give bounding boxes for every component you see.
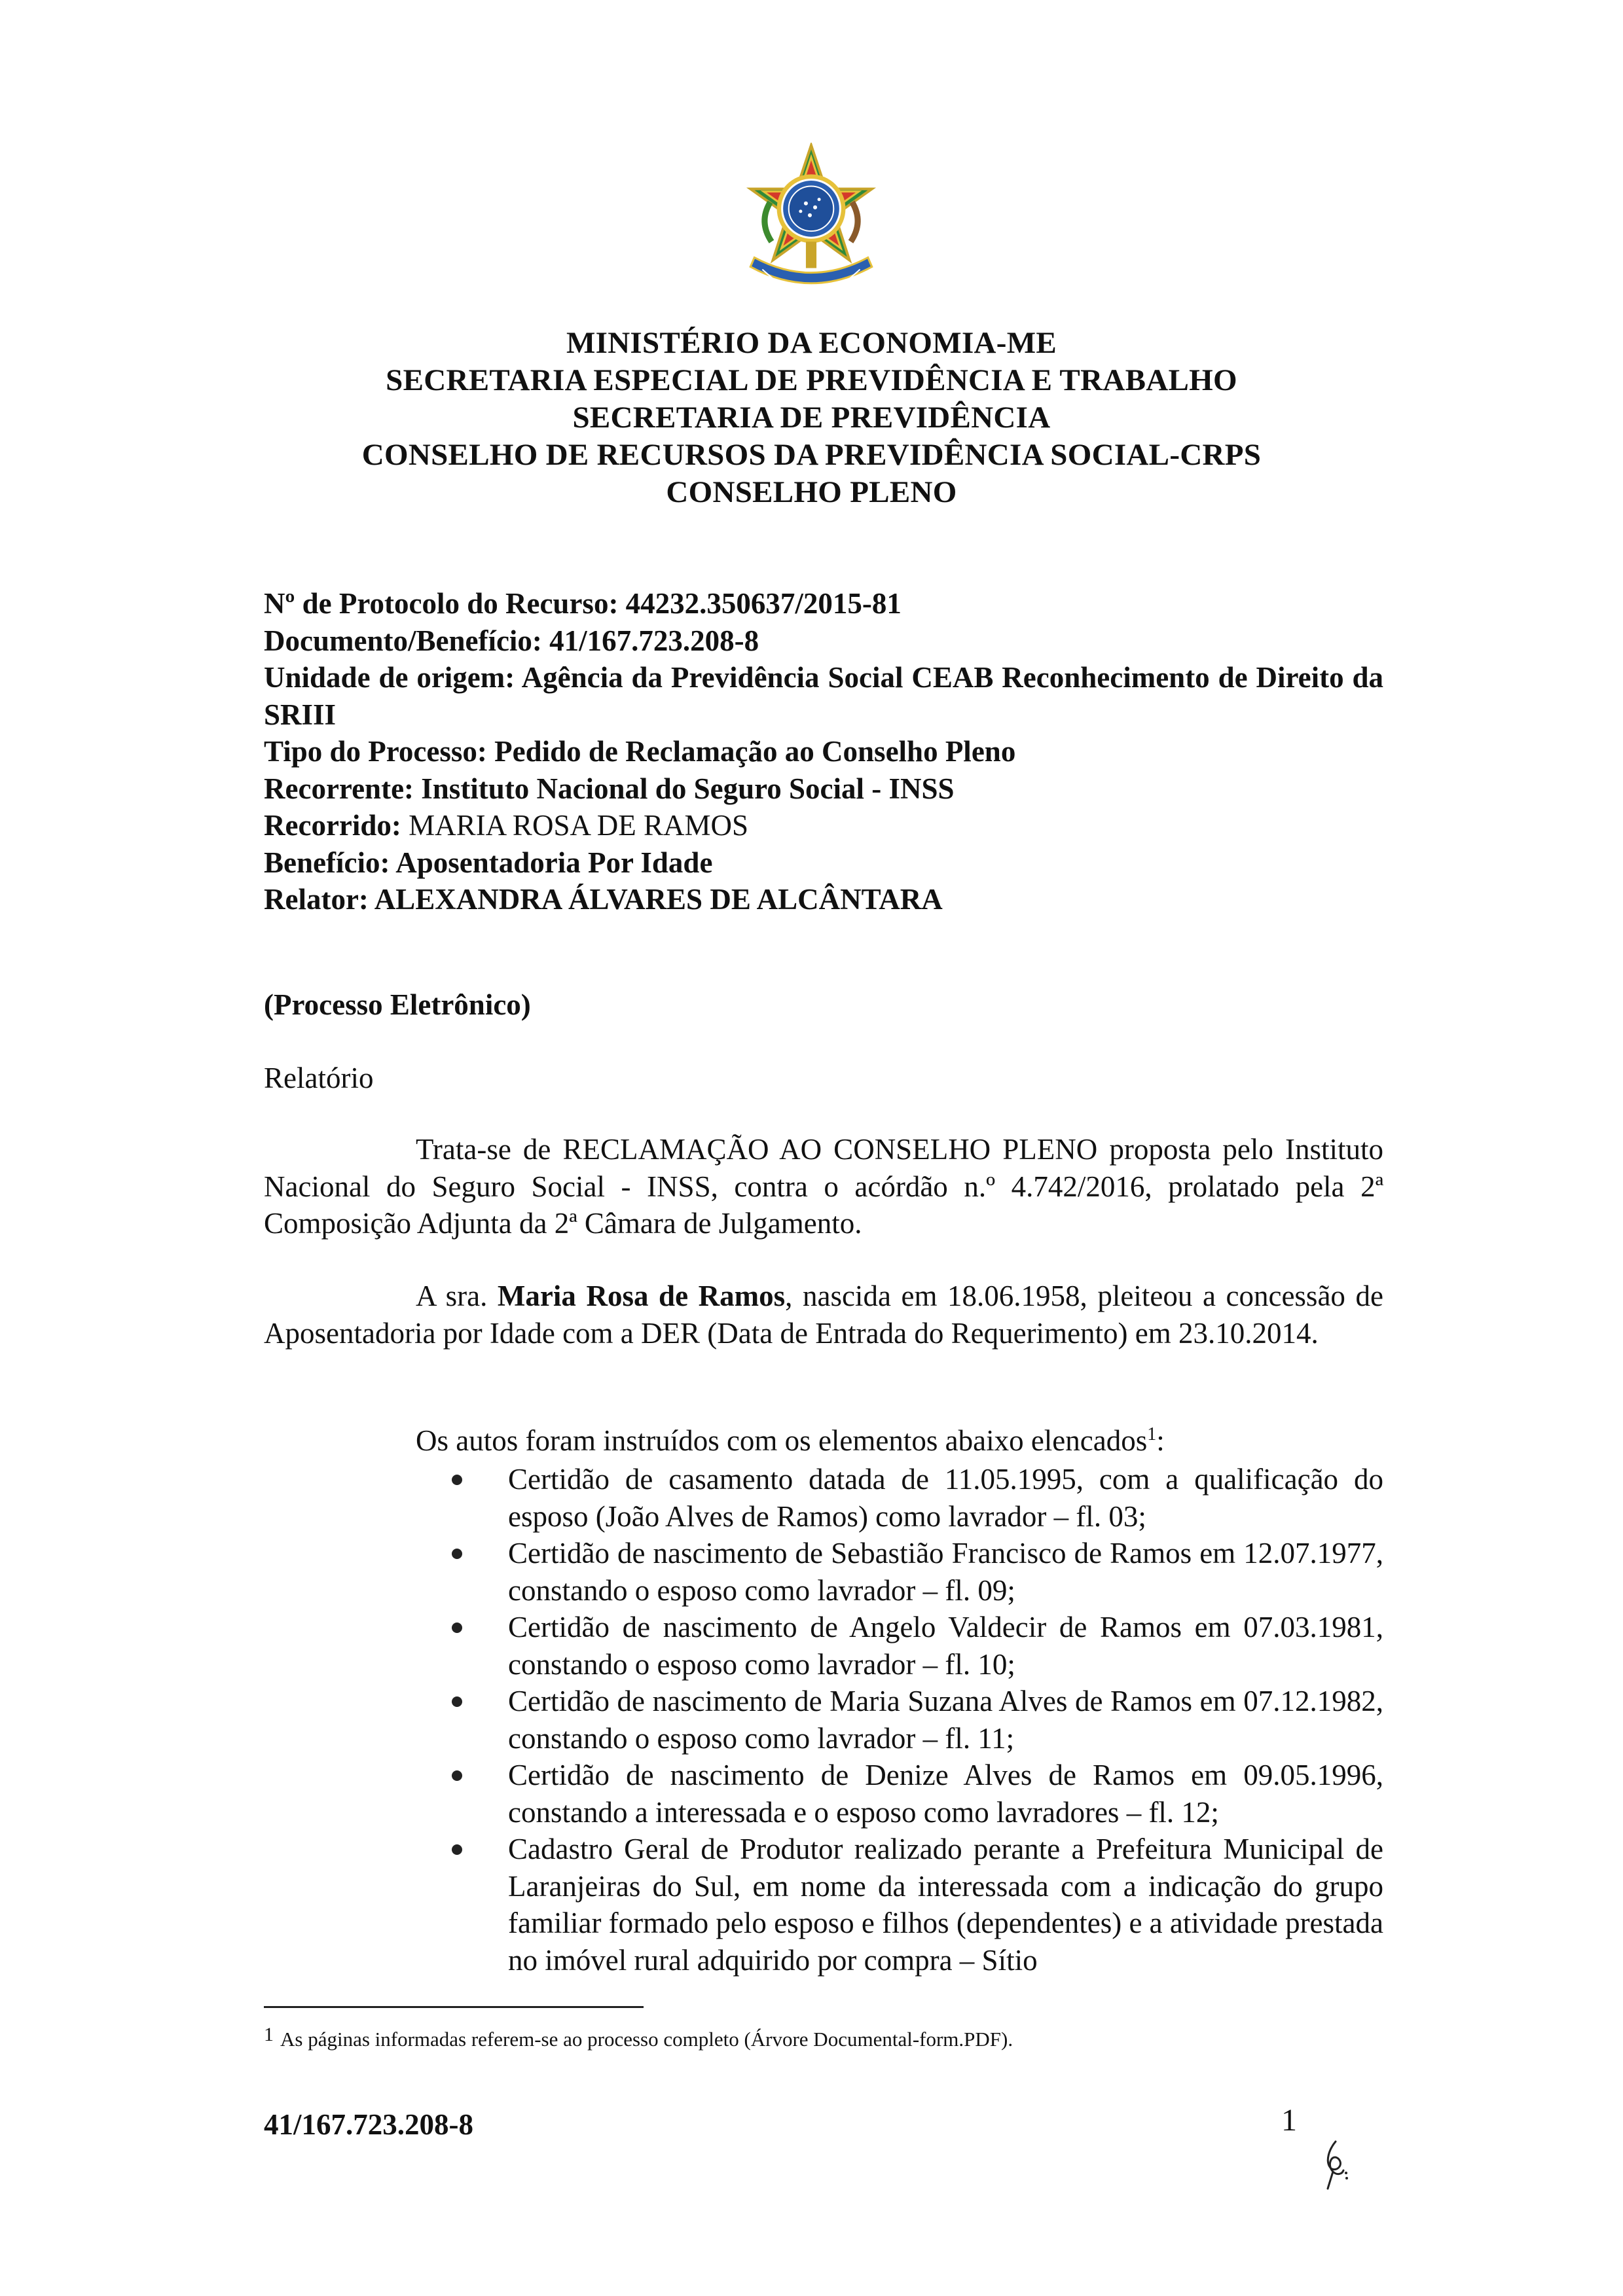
page-number: 1 [1281, 2103, 1297, 2138]
bullet-icon [452, 1549, 462, 1559]
bullet-icon [452, 1475, 462, 1485]
relatorio-heading: Relatório [264, 1062, 374, 1094]
recorrido-value: MARIA ROSA DE RAMOS [409, 809, 749, 842]
header-line-secretaria-previdencia: SECRETARIA DE PREVIDÊNCIA [572, 401, 1051, 435]
bullet-icon [452, 1770, 462, 1781]
tipo-line: Tipo do Processo: Pedido de Reclamação ao Conselho Pleno [264, 735, 1016, 768]
evidence-list [452, 1461, 1383, 1979]
beneficio-line: Benefício: Aposentadoria Por Idade [264, 846, 713, 879]
protocolo-line: Nº de Protocolo do Recurso: 44232.350637/2015-81 [264, 587, 902, 620]
autos-intro-colon: : [1156, 1424, 1165, 1457]
list-item [452, 1461, 1383, 1535]
footer-document-reference: 41/167.723.208-8 [264, 2108, 473, 2141]
footnote [264, 2024, 1013, 2051]
bullet-icon [452, 1696, 462, 1707]
paragraph-interessada [264, 1278, 1383, 1352]
list-item-text: Cadastro Geral de Produtor realizado perante a Prefeitura Municipal de Laranjeiras do Sul, em nome da interessada com a indicação do grupo familiar formado pelo esposo e filhos (dependentes) e a atividade prestada no imóvel rural adquirido por compra – Sítio [508, 1833, 1383, 1977]
relator-label: Relator: [264, 883, 374, 916]
interessada-name: Maria Rosa de Ramos [497, 1280, 786, 1312]
relator-line [264, 881, 1383, 918]
processo-eletronico-label: (Processo Eletrônico) [264, 988, 531, 1021]
footnote-reference: 1 [1147, 1424, 1157, 1444]
list-item [452, 1757, 1383, 1831]
header-line-ministerio: MINISTÉRIO DA ECONOMIA-ME [566, 326, 1057, 360]
header-line-conselho-recursos: CONSELHO DE RECURSOS DA PREVIDÊNCIA SOCIAL-CRPS [361, 438, 1262, 472]
p2-end: , nascida em 18.06.1958, pleiteou a concessão de Aposentadoria por Idade com a DER (Data de Entrada do Requerimento) em 23.10.2014. [264, 1280, 1383, 1350]
recorrido-label: Recorrido: [264, 809, 409, 842]
footnote-text: As páginas informadas referem-se ao processo completo (Árvore Documental-form.PDF). [280, 2028, 1013, 2051]
unidade-line: Unidade de origem: Agência da Previdência Social CEAB Reconhecimento de Direito da SRIII [264, 661, 1383, 731]
handwritten-initials-signature [1316, 2139, 1355, 2191]
documento-line: Documento/Benefício: 41/167.723.208-8 [264, 624, 759, 657]
case-metadata [264, 585, 1383, 918]
list-item-text: Certidão de nascimento de Angelo Valdecir de Ramos em 07.03.1981, constando o esposo como lavrador – fl. 10; [508, 1611, 1383, 1681]
relator-value: ALEXANDRA ÁLVARES DE ALCÂNTARA [374, 883, 943, 916]
document-header [0, 325, 1623, 511]
footnote-divider [264, 2006, 644, 2008]
coat-of-arms-emblem [732, 143, 890, 301]
list-item [452, 1831, 1383, 1979]
bullet-icon [452, 1623, 462, 1633]
list-item-text: Certidão de nascimento de Maria Suzana Alves de Ramos em 07.12.1982, constando o esposo como lavrador – fl. 11; [508, 1685, 1383, 1755]
list-item-text: Certidão de nascimento de Denize Alves de Ramos em 09.05.1996, constando a interessada e o esposo como lavradores – fl. 12; [508, 1759, 1383, 1829]
list-item-text: Certidão de casamento datada de 11.05.1995, com a qualificação do esposo (João Alves de Ramos) como lavrador – fl. 03; [508, 1463, 1383, 1533]
autos-intro-text: Os autos foram instruídos com os elementos abaixo elencados [416, 1424, 1148, 1457]
recorrido-line [264, 807, 1383, 844]
list-item [452, 1609, 1383, 1683]
header-line-secretaria-especial: SECRETARIA ESPECIAL DE PREVIDÊNCIA E TRABALHO [386, 363, 1237, 397]
bullet-icon [452, 1844, 462, 1855]
paragraph-autos-intro [416, 1424, 1165, 1458]
list-item [452, 1683, 1383, 1757]
paragraph-reclamacao: Trata-se de RECLAMAÇÃO AO CONSELHO PLENO proposta pelo Instituto Nacional do Seguro Social - INSS, contra o acórdão n.º 4.742/2016, prolatado pela 2ª Composição Adjunta da 2ª Câmara de Julgamento. [264, 1133, 1383, 1240]
p2-start: A sra. [416, 1280, 498, 1312]
recorrente-line: Recorrente: Instituto Nacional do Seguro Social - INSS [264, 772, 955, 805]
footnote-mark: 1 [264, 2024, 274, 2045]
header-line-conselho-pleno: CONSELHO PLENO [666, 475, 957, 509]
list-item [452, 1535, 1383, 1609]
list-item-text: Certidão de nascimento de Sebastião Francisco de Ramos em 12.07.1977, constando o esposo como lavrador – fl. 09; [508, 1537, 1383, 1607]
